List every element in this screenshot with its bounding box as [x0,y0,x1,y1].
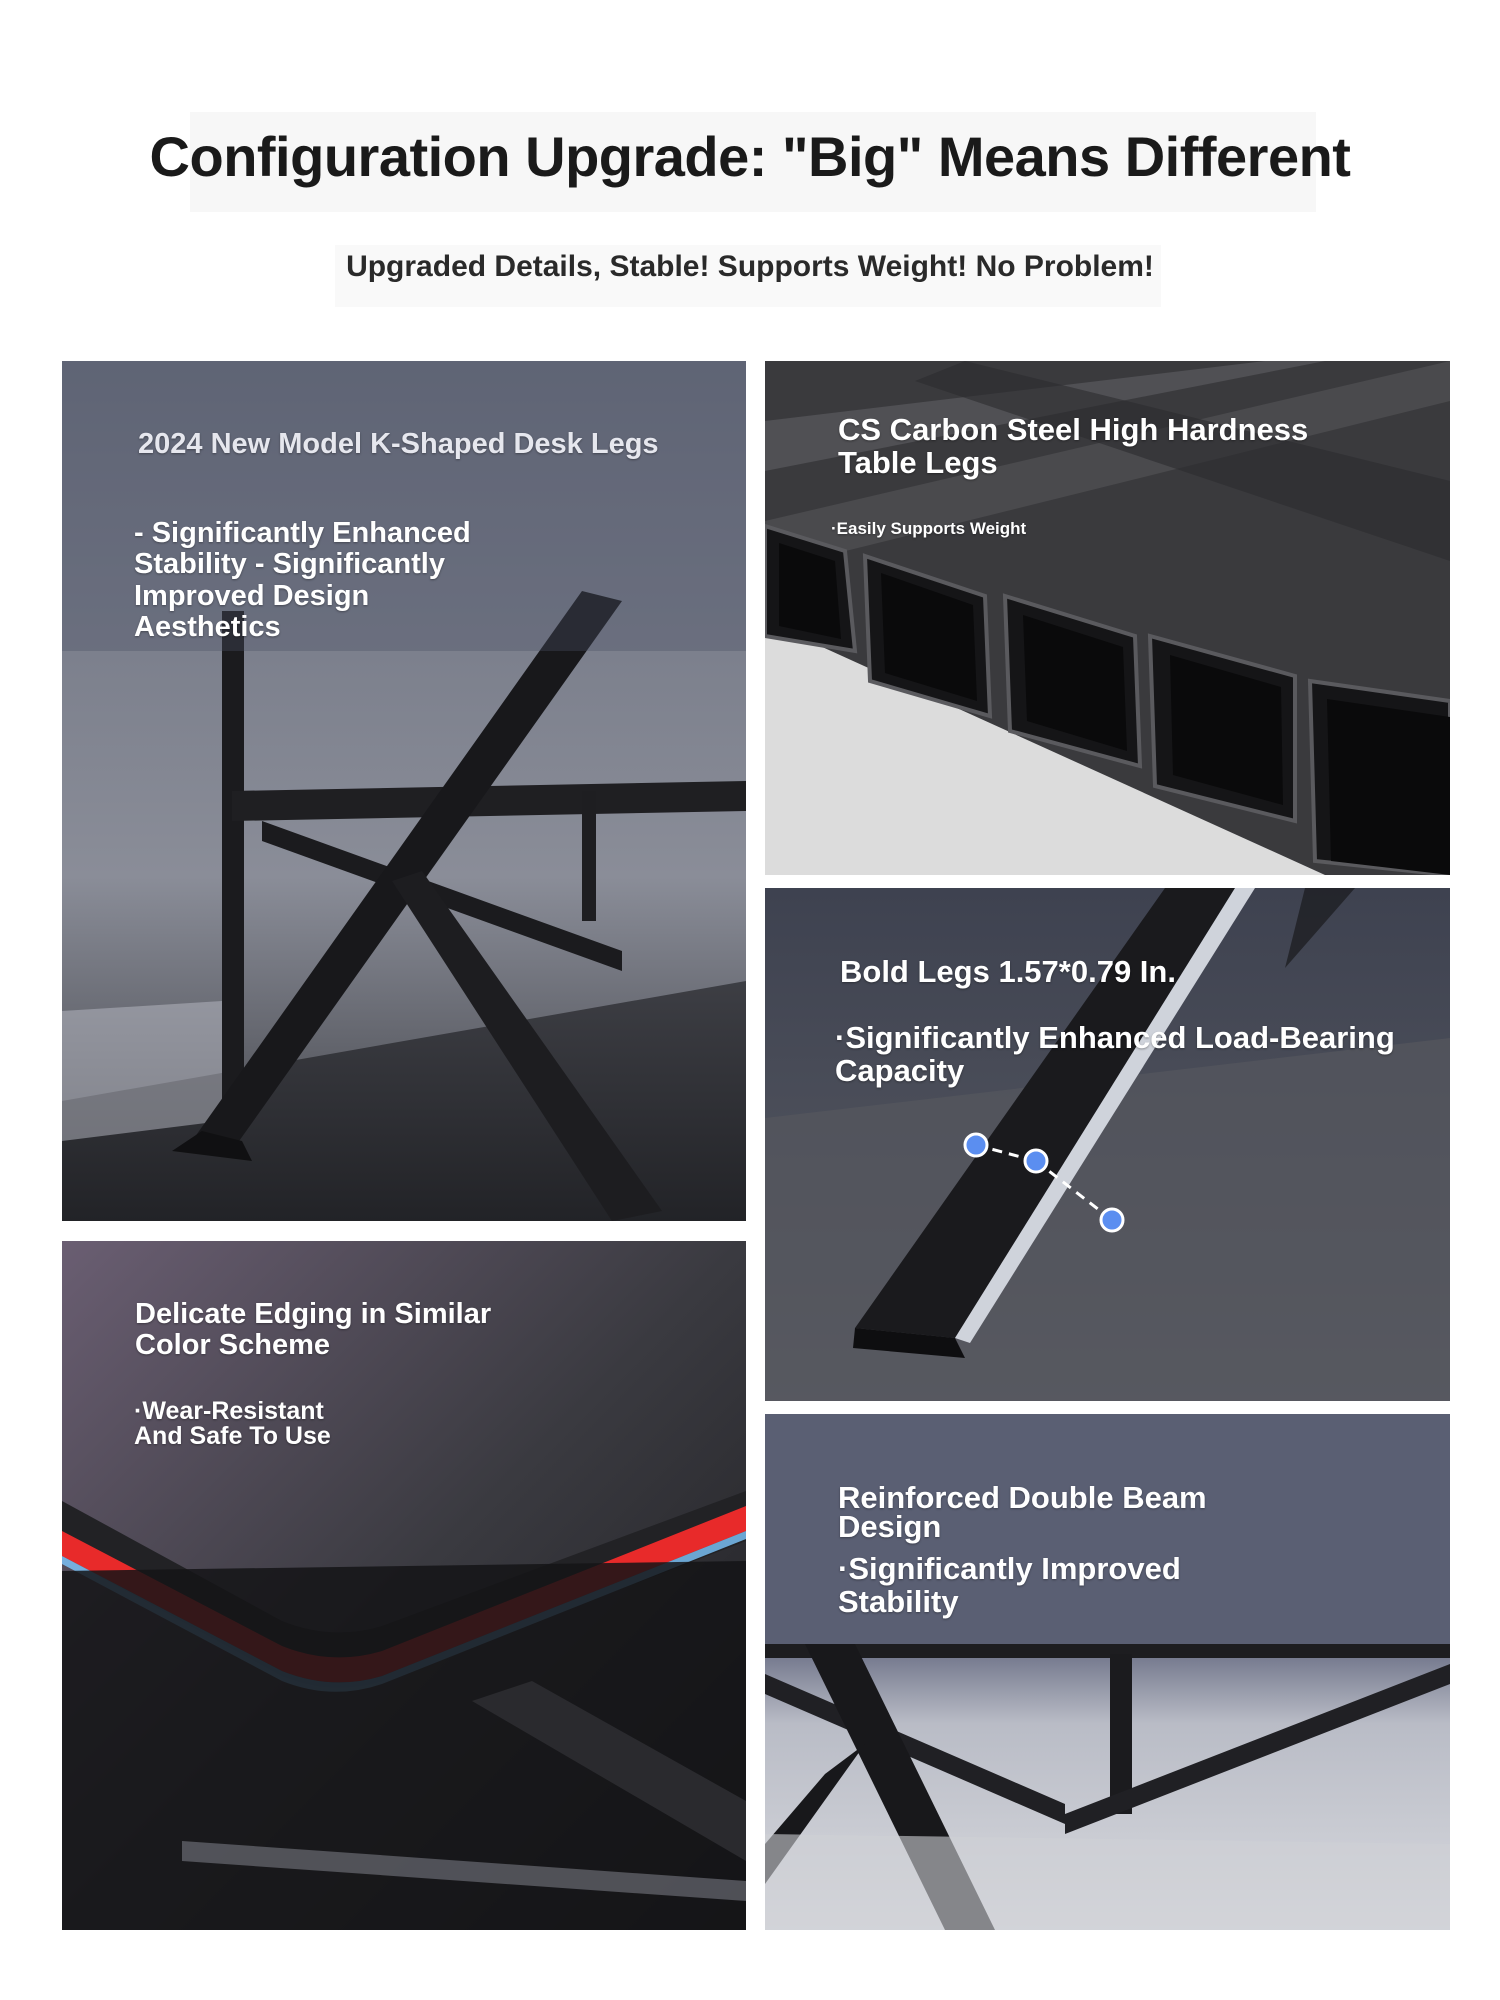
k-legs-image [62,361,746,1221]
edging-heading: Delicate Edging in Similar Color Scheme [135,1298,492,1362]
bold-legs-body: ·Significantly Enhanced Load-Bearing Capacity [835,1020,1395,1089]
double-beam-panel [765,1414,1450,1930]
bold-legs-panel [765,888,1450,1401]
page-title: Configuration Upgrade: "Big" Means Different [149,125,1351,188]
double-beam-body: ·Significantly Improved Stability [838,1551,1181,1620]
marker-dot [1101,1209,1123,1231]
k-legs-panel [62,361,746,1221]
marker-dot [1025,1150,1047,1172]
k-legs-body: - Significantly Enhanced Stability - Significantly Improved Design Aesthetics [134,517,471,643]
carbon-steel-panel [765,361,1450,875]
carbon-steel-body: ·Easily Supports Weight [831,519,1027,538]
double-beam-heading: Reinforced Double Beam Design [838,1480,1207,1544]
carbon-steel-heading: CS Carbon Steel High Hardness Table Legs [838,412,1309,481]
edging-panel [62,1241,746,1930]
bold-legs-heading: Bold Legs 1.57*0.79 In. [840,954,1176,989]
k-legs-heading: 2024 New Model K-Shaped Desk Legs [138,428,659,460]
marker-dot [965,1134,987,1156]
page-subtitle: Upgraded Details, Stable! Supports Weight! No Problem! [346,250,1154,283]
edging-body: ·Wear-Resistant And Safe To Use [134,1397,331,1450]
